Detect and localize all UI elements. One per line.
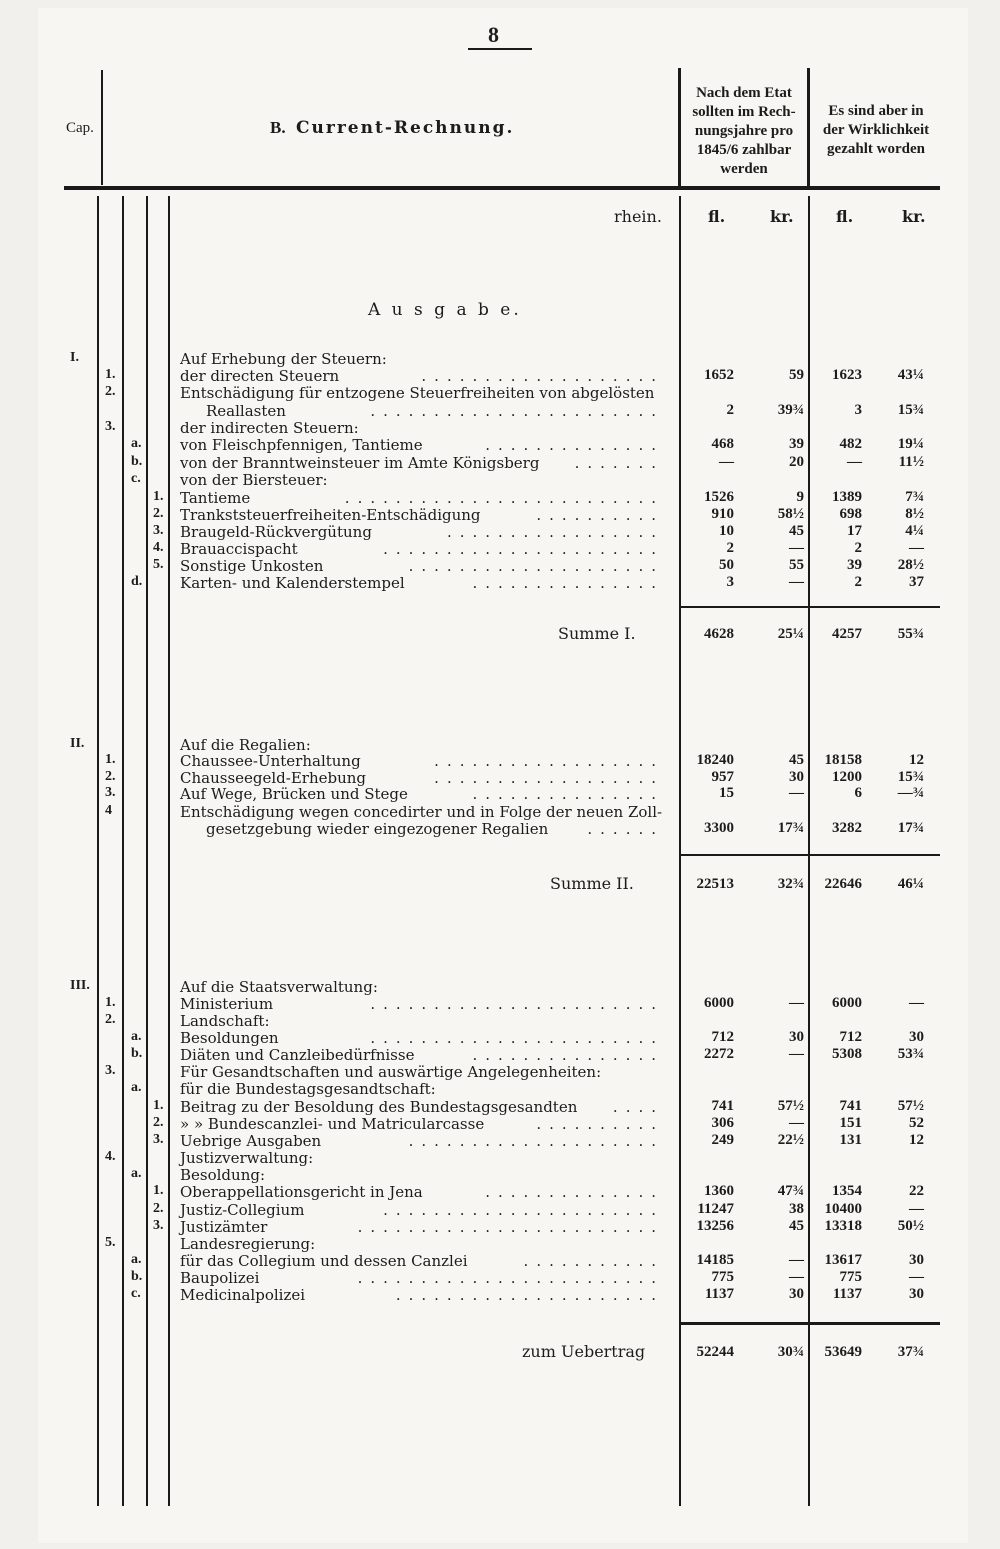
value-kr-soll: — — [789, 785, 804, 801]
value-kr-ist: 50½ — [897, 1218, 924, 1234]
header-bottom-rule — [64, 186, 940, 190]
value-kr-soll: — — [789, 1252, 804, 1268]
value-kr-soll: 22½ — [777, 1132, 804, 1148]
sum2-fl1: 22513 — [696, 876, 734, 892]
value-kr-ist: — — [909, 1269, 924, 1285]
value-fl-soll: 50 — [719, 557, 734, 573]
row-subnumber: 2. — [153, 1115, 164, 1130]
value-fl-ist: 482 — [839, 436, 862, 452]
sum1-fl1: 4628 — [704, 626, 734, 642]
row-letter: b. — [131, 1046, 143, 1061]
value-fl-ist: 698 — [839, 506, 862, 522]
leader-dots: ...................... — [383, 540, 664, 558]
row-label: Oberappellationsgericht in Jena — [180, 1183, 423, 1201]
value-kr-soll: 39 — [789, 436, 804, 452]
page-number-rule — [468, 48, 532, 50]
value-fl-ist: 6000 — [832, 995, 862, 1011]
header-rule-ist — [807, 68, 810, 186]
value-fl-soll: 1526 — [704, 489, 734, 505]
row-label: Entschädigung wegen concedirter und in Folge der neuen Zoll- — [180, 803, 663, 821]
value-kr-soll: 30 — [789, 1286, 804, 1302]
leader-dots: .................. — [434, 752, 664, 770]
row-label: Chausseegeld-Erhebung — [180, 769, 367, 787]
row-label: für die Bundestagsgesandtschaft: — [180, 1080, 436, 1098]
value-kr-soll: — — [789, 540, 804, 556]
value-fl-ist: 2 — [854, 540, 862, 556]
value-kr-ist: 15¾ — [897, 769, 924, 785]
row-letter: a. — [131, 1252, 142, 1267]
value-kr-soll: — — [789, 1115, 804, 1131]
row-number: 2. — [105, 1012, 116, 1027]
row-number: 2. — [105, 769, 116, 784]
rule-c2 — [122, 196, 124, 1506]
value-kr-ist: 43¼ — [897, 367, 924, 383]
section-title: A u s g a b e. — [368, 300, 522, 320]
leader-dots: ............... — [472, 574, 664, 592]
soll-line-2: sollten im Rech- — [692, 104, 796, 120]
row-label: Für Gesandtschaften und auswärtige Angelegenheiten: — [180, 1063, 602, 1081]
leader-dots: ....... — [574, 454, 664, 472]
value-kr-ist: —¾ — [897, 785, 924, 801]
value-fl-ist: 1389 — [832, 489, 862, 505]
row-label: Justizämter — [180, 1218, 268, 1236]
value-fl-soll: 15 — [719, 785, 734, 801]
soll-line-4: 1845/6 zahlbar — [696, 142, 792, 158]
value-fl-soll: 13256 — [696, 1218, 734, 1234]
ist-line-2: der Wirklichkeit — [822, 122, 930, 138]
value-fl-ist: 5308 — [832, 1046, 862, 1062]
leader-dots: ....................... — [370, 402, 664, 420]
sum2-label: Summe II. — [550, 874, 634, 893]
row-label: Chaussee-Unterhaltung — [180, 752, 361, 770]
leader-dots: .................. — [434, 769, 664, 787]
row-letter: a. — [131, 1029, 142, 1044]
row-number: 4 — [105, 803, 112, 818]
row-subnumber: 4. — [153, 540, 164, 555]
value-kr-ist: 12 — [909, 1132, 924, 1148]
value-fl-ist: 1623 — [832, 367, 862, 383]
value-kr-soll: 9 — [796, 489, 804, 505]
value-kr-soll: — — [789, 1269, 804, 1285]
value-kr-soll: 45 — [789, 523, 804, 539]
carry-fl1: 52244 — [696, 1344, 734, 1360]
row-letter: c. — [131, 1286, 141, 1301]
leader-dots: ........................ — [357, 1269, 664, 1287]
row-letter: a. — [131, 436, 142, 451]
value-fl-soll: 1360 — [704, 1183, 734, 1199]
value-kr-ist: 57½ — [897, 1098, 924, 1114]
row-subnumber: 1. — [153, 1183, 164, 1198]
row-number: 1. — [105, 995, 116, 1010]
sum2-kr1: 32¾ — [777, 876, 804, 892]
row-label: Ministerium — [180, 995, 274, 1013]
row-roman-numeral: II. — [70, 736, 85, 751]
value-kr-ist: 8½ — [905, 506, 924, 522]
leader-dots: ............... — [472, 785, 664, 803]
value-kr-ist: 30 — [909, 1252, 924, 1268]
carry-rule — [680, 1322, 940, 1325]
unit-fl-ist: fl. — [836, 207, 854, 226]
value-fl-ist: 1137 — [832, 1286, 862, 1302]
leader-dots: .................... — [408, 557, 664, 575]
value-fl-ist: 712 — [839, 1029, 862, 1045]
value-fl-ist: 131 — [839, 1132, 862, 1148]
soll-line-1: Nach dem Etat — [696, 85, 792, 101]
row-label: Besoldungen — [180, 1029, 279, 1047]
document-title: Current-Rechnung. — [296, 118, 515, 138]
leader-dots: .............. — [485, 1183, 664, 1201]
value-kr-ist: 11½ — [898, 454, 924, 470]
row-number: 4. — [105, 1149, 116, 1164]
value-kr-ist: 7¾ — [905, 489, 924, 505]
value-fl-ist: 2 — [854, 574, 862, 590]
value-fl-soll: 2 — [726, 402, 734, 418]
rule-c4 — [168, 196, 170, 1506]
row-label: Beitrag zu der Besoldung des Bundestagsgesandten — [180, 1098, 578, 1116]
value-kr-soll: 30 — [789, 1029, 804, 1045]
leader-dots: .......... — [536, 1115, 664, 1133]
value-kr-ist: 12 — [909, 752, 924, 768]
leader-dots: .... — [612, 1098, 664, 1116]
value-fl-soll: 18240 — [696, 752, 734, 768]
row-label: Reallasten — [206, 402, 286, 420]
row-number: 5. — [105, 1235, 116, 1250]
value-kr-soll: 55 — [789, 557, 804, 573]
row-label: » » Bundescanzlei- und Matricularcasse — [180, 1115, 485, 1133]
page-number: 8 — [488, 22, 499, 47]
carry-kr2: 37¾ — [897, 1344, 924, 1360]
soll-line-5: werden — [720, 161, 768, 177]
row-label: Uebrige Ausgaben — [180, 1132, 322, 1150]
value-fl-ist: 18158 — [824, 752, 862, 768]
row-label: gesetzgebung wieder eingezogener Regalien — [206, 820, 549, 838]
row-label: Medicinalpolizei — [180, 1286, 306, 1304]
carry-fl2: 53649 — [824, 1344, 862, 1360]
value-fl-ist: 741 — [839, 1098, 862, 1114]
leader-dots: .......... — [536, 506, 664, 524]
sum1-kr2: 55¾ — [897, 626, 924, 642]
value-kr-soll: 59 — [789, 367, 804, 383]
sum1-fl2: 4257 — [832, 626, 862, 642]
ist-line-3: gezahlt worden — [827, 141, 925, 157]
row-letter: a. — [131, 1166, 142, 1181]
value-fl-soll: 3300 — [704, 820, 734, 836]
value-fl-ist: 1354 — [832, 1183, 862, 1199]
leader-dots: ........... — [523, 1252, 664, 1270]
row-label: Entschädigung für entzogene Steuerfreiheiten von abgelösten — [180, 384, 655, 402]
rule-soll — [679, 196, 681, 1506]
value-kr-ist: 30 — [909, 1029, 924, 1045]
value-kr-soll: 17¾ — [777, 820, 804, 836]
value-fl-soll: 910 — [711, 506, 734, 522]
value-kr-soll: 20 — [789, 454, 804, 470]
row-subnumber: 2. — [153, 1201, 164, 1216]
value-fl-soll: 957 — [711, 769, 734, 785]
value-kr-soll: 38 — [789, 1201, 804, 1217]
leader-dots: ................. — [446, 523, 664, 541]
row-number: 2. — [105, 384, 116, 399]
value-kr-soll: 57½ — [777, 1098, 804, 1114]
value-fl-ist: 151 — [839, 1115, 862, 1131]
ist-line-1: Es sind aber in — [828, 103, 924, 119]
value-fl-ist: 1200 — [832, 769, 862, 785]
leader-dots: ................... — [421, 367, 664, 385]
value-kr-ist: 30 — [909, 1286, 924, 1302]
value-fl-ist: 39 — [847, 557, 862, 573]
row-label: Sonstige Unkosten — [180, 557, 324, 575]
sum2-kr2: 46¼ — [897, 876, 924, 892]
row-subnumber: 3. — [153, 1132, 164, 1147]
sum2-rule — [680, 854, 940, 856]
value-kr-ist: 17¾ — [897, 820, 924, 836]
value-fl-ist: 17 — [847, 523, 862, 539]
value-fl-soll: 6000 — [704, 995, 734, 1011]
row-letter: b. — [131, 1269, 143, 1284]
row-label: von der Biersteuer: — [180, 471, 328, 489]
row-label: Baupolizei — [180, 1269, 260, 1287]
row-number: 3. — [105, 785, 116, 800]
row-label: Karten- und Kalenderstempel — [180, 574, 405, 592]
row-label: für das Collegium und dessen Canzlei — [180, 1252, 468, 1270]
rule-c3 — [146, 196, 148, 1506]
leader-dots: ....................... — [370, 995, 664, 1013]
value-kr-soll: 58½ — [777, 506, 804, 522]
value-fl-soll: 712 — [711, 1029, 734, 1045]
leader-dots: ....................... — [370, 1029, 664, 1047]
leader-dots: ......................... — [344, 489, 664, 507]
value-kr-ist: 52 — [909, 1115, 924, 1131]
row-label: Brauaccispacht — [180, 540, 298, 558]
leader-dots: ........................ — [357, 1218, 664, 1236]
value-fl-soll: 249 — [711, 1132, 734, 1148]
value-kr-soll: 30 — [789, 769, 804, 785]
value-fl-soll: — — [719, 454, 734, 470]
row-label: Diäten und Canzleibedürfnisse — [180, 1046, 415, 1064]
leader-dots: ...... — [587, 820, 664, 838]
unit-fl-soll: fl. — [708, 207, 726, 226]
row-label: Trankststeuerfreiheiten-Entschädigung — [180, 506, 481, 524]
value-fl-soll: 775 — [711, 1269, 734, 1285]
row-roman-numeral: III. — [70, 978, 90, 993]
row-label: Landschaft: — [180, 1012, 270, 1030]
value-kr-soll: 45 — [789, 1218, 804, 1234]
value-kr-ist: 15¾ — [897, 402, 924, 418]
value-kr-soll: — — [789, 574, 804, 590]
value-fl-soll: 2272 — [704, 1046, 734, 1062]
currency-label: rhein. — [614, 207, 662, 226]
value-kr-ist: 19¼ — [897, 436, 924, 452]
value-fl-soll: 10 — [719, 523, 734, 539]
row-number: 1. — [105, 752, 116, 767]
row-label: der directen Steuern — [180, 367, 340, 385]
row-number: 1. — [105, 367, 116, 382]
value-fl-soll: 14185 — [696, 1252, 734, 1268]
row-label: Tantieme — [180, 489, 251, 507]
value-fl-soll: 1137 — [704, 1286, 734, 1302]
value-fl-ist: 3282 — [832, 820, 862, 836]
value-fl-soll: 11247 — [697, 1201, 734, 1217]
column-header-soll — [682, 84, 806, 179]
value-kr-ist: — — [909, 540, 924, 556]
value-kr-ist: — — [909, 1201, 924, 1217]
row-label: der indirecten Steuern: — [180, 419, 359, 437]
value-fl-ist: 13617 — [824, 1252, 862, 1268]
row-number: 3. — [105, 1063, 116, 1078]
sum2-fl2: 22646 — [824, 876, 862, 892]
column-header-ist — [812, 102, 940, 159]
leader-dots: .................... — [408, 1132, 664, 1150]
row-subnumber: 3. — [153, 523, 164, 538]
row-letter: d. — [131, 574, 143, 589]
row-subnumber: 1. — [153, 489, 164, 504]
row-roman-numeral: I. — [70, 350, 79, 365]
sum1-label: Summe I. — [558, 624, 636, 643]
value-fl-ist: 775 — [839, 1269, 862, 1285]
value-fl-ist: 10400 — [824, 1201, 862, 1217]
row-letter: c. — [131, 471, 141, 486]
row-label: von Fleischpfennigen, Tantieme — [180, 436, 423, 454]
value-kr-ist: — — [909, 995, 924, 1011]
value-fl-soll: 3 — [726, 574, 734, 590]
value-kr-ist: 53¾ — [897, 1046, 924, 1062]
value-fl-soll: 468 — [711, 436, 734, 452]
carry-kr1: 30¾ — [777, 1344, 804, 1360]
row-label: Auf Erhebung der Steuern: — [180, 350, 387, 368]
row-number: 3. — [105, 419, 116, 434]
row-subnumber: 2. — [153, 506, 164, 521]
row-letter: a. — [131, 1080, 142, 1095]
row-label: Auf Wege, Brücken und Stege — [180, 785, 408, 803]
title-letter: B. — [270, 118, 286, 137]
value-fl-ist: 6 — [854, 785, 862, 801]
value-fl-soll: 741 — [711, 1098, 734, 1114]
value-kr-soll: — — [789, 1046, 804, 1062]
value-fl-soll: 1652 — [704, 367, 734, 383]
value-fl-soll: 2 — [726, 540, 734, 556]
unit-kr-soll: kr. — [770, 207, 794, 226]
sum1-rule — [680, 606, 940, 608]
rule-c1 — [97, 196, 99, 1506]
row-label: Justiz-Collegium — [180, 1201, 305, 1219]
value-fl-ist: 3 — [854, 402, 862, 418]
row-subnumber: 5. — [153, 557, 164, 572]
value-fl-soll: 306 — [711, 1115, 734, 1131]
carry-label: zum Uebertrag — [522, 1342, 646, 1361]
unit-kr-ist: kr. — [902, 207, 926, 226]
value-kr-ist: 28½ — [897, 557, 924, 573]
value-fl-ist: — — [847, 454, 862, 470]
value-kr-soll: 47¾ — [777, 1183, 804, 1199]
row-label: von der Branntweinsteuer im Amte Königsberg — [180, 454, 540, 472]
row-letter: b. — [131, 454, 143, 469]
row-label: Besoldung: — [180, 1166, 266, 1184]
soll-line-3: nungsjahre pro — [694, 123, 794, 139]
leader-dots: ..................... — [395, 1286, 664, 1304]
row-label: Braugeld-Rückvergütung — [180, 523, 372, 541]
leader-dots: ............... — [472, 1046, 664, 1064]
row-label: Auf die Regalien: — [180, 736, 311, 754]
value-kr-soll: 45 — [789, 752, 804, 768]
value-kr-ist: 37 — [909, 574, 924, 590]
value-kr-soll: — — [789, 995, 804, 1011]
sum1-kr1: 25¼ — [777, 626, 804, 642]
row-subnumber: 3. — [153, 1218, 164, 1233]
header-rule-soll — [678, 68, 681, 186]
value-fl-ist: 13318 — [824, 1218, 862, 1234]
cap-label: Cap. — [66, 120, 94, 136]
leader-dots: .............. — [485, 436, 664, 454]
row-subnumber: 1. — [153, 1098, 164, 1113]
row-label: Auf die Staatsverwaltung: — [180, 978, 378, 996]
row-label: Landesregierung: — [180, 1235, 316, 1253]
value-kr-ist: 22 — [909, 1183, 924, 1199]
rule-ist — [808, 196, 810, 1506]
header-rule-cap — [101, 70, 103, 185]
leader-dots: ...................... — [383, 1201, 664, 1219]
value-kr-ist: 4¼ — [905, 523, 924, 539]
value-kr-soll: 39¾ — [777, 402, 804, 418]
row-label: Justizverwaltung: — [180, 1149, 314, 1167]
